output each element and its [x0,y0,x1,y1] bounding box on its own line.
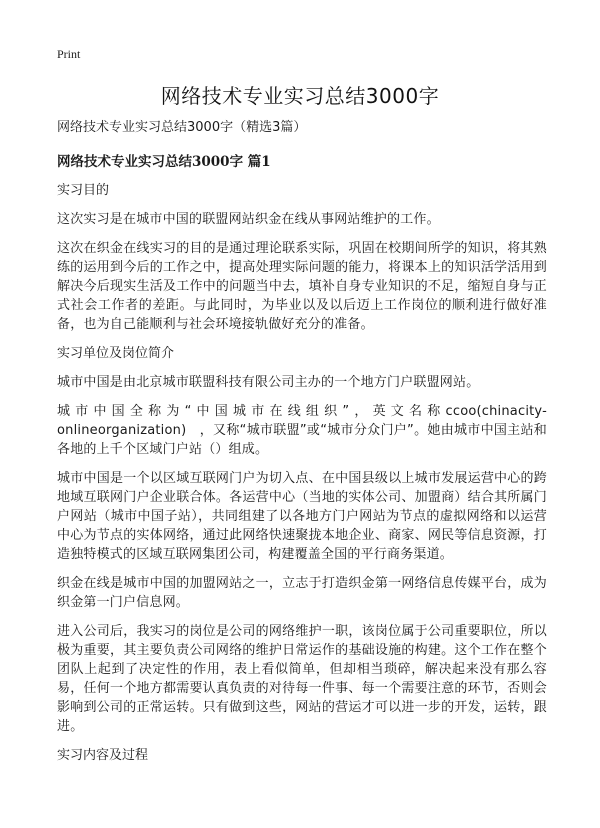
section-heading: 网络技术专业实习总结3000字 篇1 [57,154,271,170]
page-title: 网络技术专业实习总结3000字 [160,84,440,108]
paragraph: 这次在织金在线实习的目的是通过理论联系实际，巩固在校期间所学的知识，将其熟练的运用到今后的工作之中，提高处理实际问题的能力，将课本上的知识活学活用到解决今后现实生活及工作中的问题当中去，填补自身专业知识的不足，缩短自身与正式社会工作者的差距。与此同时，为毕业以及以后迈上工作岗位的顺利进行做好准备，也为自己能顺利与社会环境接轨做好充分的准备。 [57,241,547,332]
paragraph: 城市中国是一个以区域互联网门户为切入点、在中国县级以上城市发展运营中心的跨地域互联网门户企业联合体。各运营中心（当地的实体公司、加盟商）结合其所属门户网站（城市中国子站），共同组建了以各地方门户网站为节点的虚拟网络和以运营中心为节点的实体网络，通过此网络快速聚拢本地企业、商家、网民等信息资源，打造独特模式的区域互联网集团公司，构建覆盖全国的平行商务渠道。 [57,471,547,562]
document-subtitle: 网络技术专业实习总结3000字（精选3篇） [57,120,307,135]
print-label: Print [57,47,81,61]
paragraph: 这次实习是在城市中国的联盟网站织金在线从事网站维护的工作。 [57,212,440,227]
heading-internship-content: 实习内容及过程 [57,748,149,763]
paragraph: 进入公司后，我实习的岗位是公司的网络维护一职，该岗位属于公司重要职位，所以极为重要，其主要负责公司网络的维护日常运作的基础设施的构建。这个工作在整个团队上起到了决定性的作用，表上看似简单，但却相当琐碎，解决起来没有那么容易，任何一个地方都需要认真负责的对待每一件事、每一个需要注意的环节，否则会影响到公司的正常运转。只有做到这些，网站的营运才可以进一步的开发，运转，跟进。 [57,624,547,734]
heading-internship-purpose: 实习目的 [57,183,110,198]
paragraph: 城市中国全称为“中国城市在线组织”，英文名称ccoo(chinacity-onlineorganization) ，又称“城市联盟”或“城市分众门户”。她由城市中国主站和各地的上千个区域门户站（）组成。 [57,404,547,457]
paragraph: 城市中国是由北京城市联盟科技有限公司主办的一个地方门户联盟网站。 [57,375,480,390]
document-body [57,118,547,775]
heading-internship-unit: 实习单位及岗位简介 [57,346,175,361]
paragraph: 织金在线是城市中国的加盟网站之一，立志于打造织金第一网络信息传媒平台，成为织金第一门户信息网。 [57,576,547,610]
